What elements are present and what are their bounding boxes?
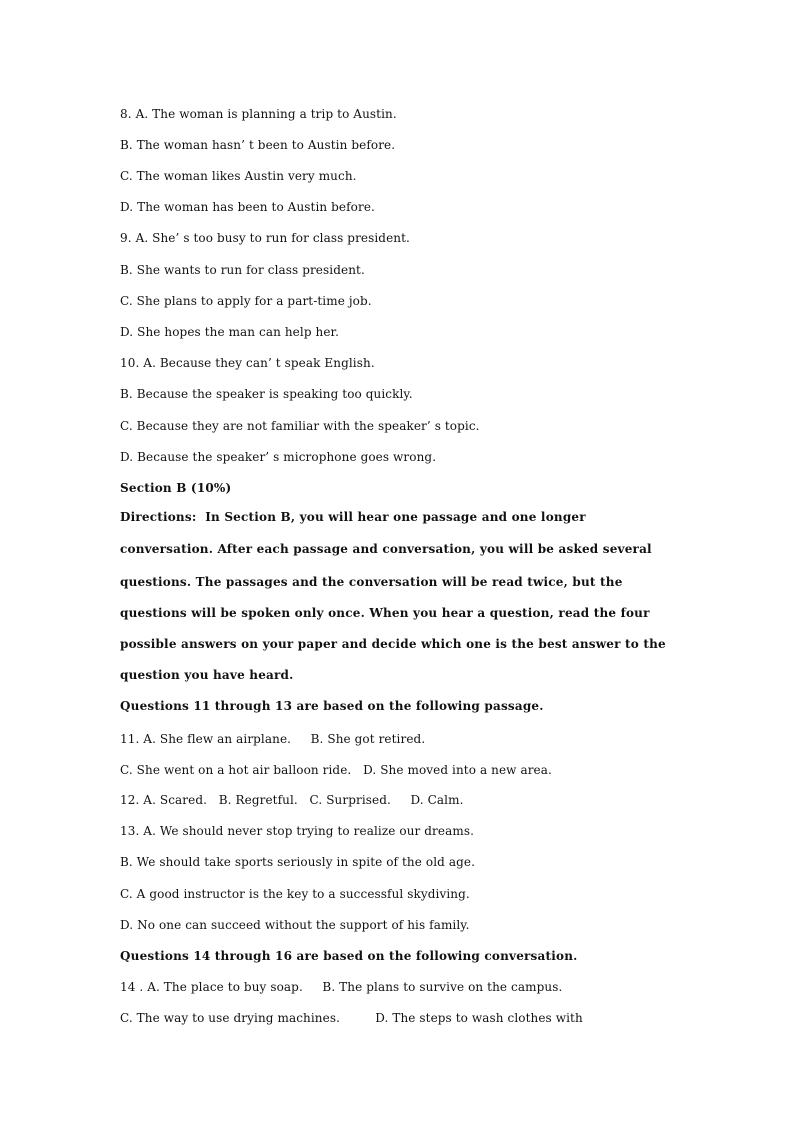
- q9-option-b: B. She wants to run for class president.: [120, 263, 365, 277]
- directions-line: Directions: In Section B, you will hear one passage and one longer: [120, 510, 586, 524]
- q14-line: 14 . A. The place to buy soap. B. The plans to survive on the campus.: [120, 980, 563, 994]
- q13-option-a: 13. A. We should never stop trying to realize our dreams.: [120, 824, 474, 838]
- q10-option-d: D. Because the speaker’ s microphone goes wrong.: [120, 450, 437, 464]
- q12-line: 12. A. Scared. B. Regretful. C. Surprised. D. Calm.: [120, 793, 464, 807]
- q9-option-a: 9. A. She’ s too busy to run for class president.: [120, 231, 410, 245]
- q8-option-a: 8. A. The woman is planning a trip to Austin.: [120, 107, 397, 121]
- q10-option-a: 10. A. Because they can’ t speak English.: [120, 356, 375, 370]
- q13-option-b: B. We should take sports seriously in spite of the old age.: [120, 855, 475, 869]
- directions-line: possible answers on your paper and decide which one is the best answer to the: [120, 637, 666, 651]
- q11-line: 11. A. She flew an airplane. B. She got retired.: [120, 732, 426, 746]
- conversation-group-heading: Questions 14 through 16 are based on the following conversation.: [120, 949, 578, 963]
- q14-line: C. The way to use drying machines. D. The steps to wash clothes with: [120, 1011, 583, 1025]
- directions-line: questions. The passages and the conversation will be read twice, but the: [120, 575, 623, 589]
- q9-option-d: D. She hopes the man can help her.: [120, 325, 339, 339]
- q13-option-d: D. No one can succeed without the support of his family.: [120, 918, 470, 932]
- q9-option-c: C. She plans to apply for a part-time job.: [120, 294, 372, 308]
- q13-option-c: C. A good instructor is the key to a successful skydiving.: [120, 887, 470, 901]
- passage-group-heading: Questions 11 through 13 are based on the following passage.: [120, 699, 544, 713]
- directions-line: question you have heard.: [120, 668, 294, 682]
- directions-line: conversation. After each passage and conversation, you will be asked several: [120, 542, 652, 556]
- directions-line: questions will be spoken only once. When you hear a question, read the four: [120, 606, 650, 620]
- q8-option-c: C. The woman likes Austin very much.: [120, 169, 357, 183]
- q10-option-b: B. Because the speaker is speaking too quickly.: [120, 387, 413, 401]
- q8-option-b: B. The woman hasn’ t been to Austin before.: [120, 138, 396, 152]
- q10-option-c: C. Because they are not familiar with the speaker’ s topic.: [120, 419, 480, 433]
- section-b-heading: Section B (10%): [120, 481, 232, 495]
- q8-option-d: D. The woman has been to Austin before.: [120, 200, 375, 214]
- q11-line: C. She went on a hot air balloon ride. D. She moved into a new area.: [120, 763, 552, 777]
